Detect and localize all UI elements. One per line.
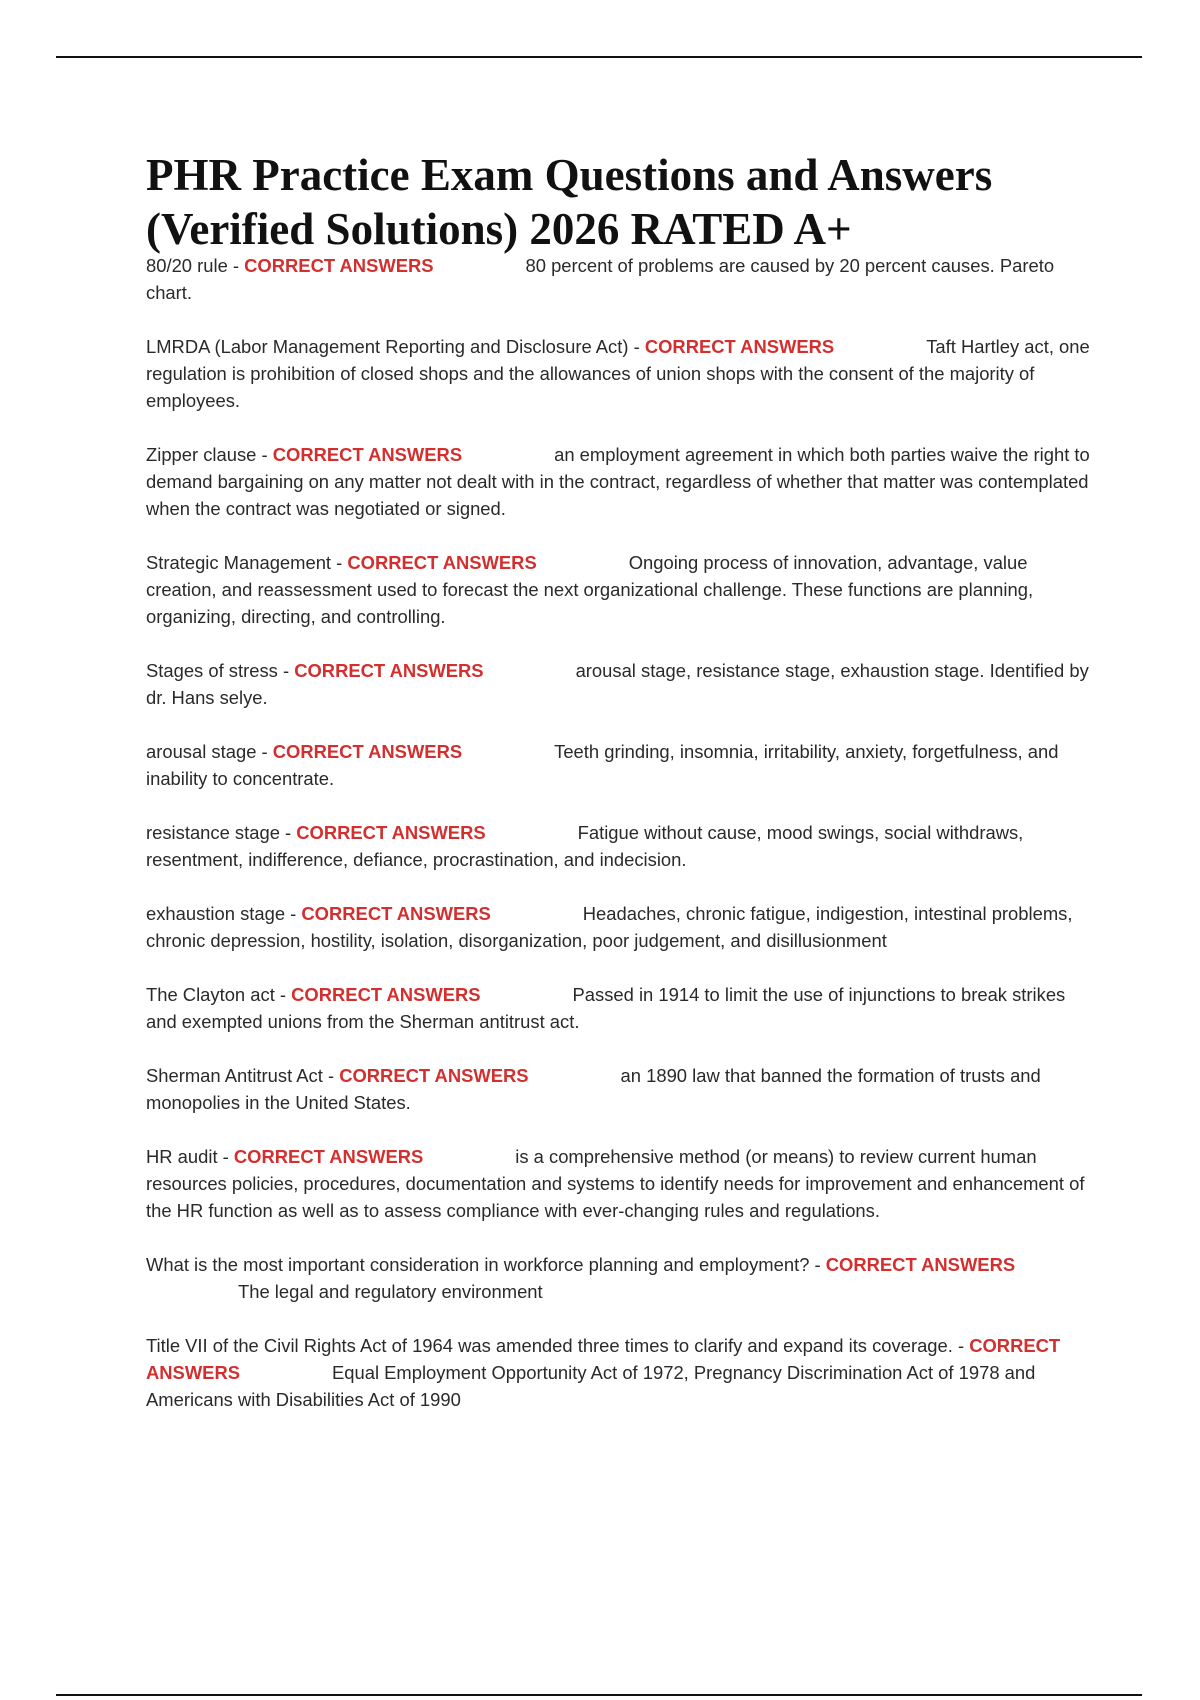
qa-separator: - — [952, 1335, 970, 1356]
qa-separator: - — [331, 552, 348, 573]
qa-separator: - — [322, 1065, 340, 1086]
correct-answers-tag: CORRECT ANSWERS — [244, 255, 434, 276]
correct-answers-tag: CORRECT ANSWERS — [301, 903, 491, 924]
page-bottom-rule — [56, 1694, 1142, 1696]
correct-answers-tag: CORRECT ANSWERS — [825, 1254, 1016, 1275]
qa-term: resistance stage — [146, 822, 280, 843]
qa-separator: - — [274, 984, 292, 1005]
qa-answer: is a comprehensive method (or means) to review current human resources policies, procedures, documentation and systems to identify needs for improvement and enhancement of the HR function as well as to assess compliance with ever-changing rules and regulations. — [146, 1146, 1085, 1221]
qa-term: Sherman Antitrust Act — [146, 1065, 323, 1086]
page-top-rule — [56, 56, 1142, 58]
qa-term: What is the most important consideration in workforce planning and employment? — [146, 1254, 810, 1275]
qa-separator: - — [628, 336, 645, 357]
qa-item — [146, 333, 1092, 414]
qa-item — [146, 1143, 1092, 1224]
correct-answers-tag: CORRECT ANSWERS — [347, 552, 537, 573]
document-title: PHR Practice Exam Questions and Answers (Verified Solutions) 2026 RATED A+ — [146, 150, 993, 254]
qa-term: The Clayton act — [146, 984, 275, 1005]
qa-answer: arousal stage, resistance stage, exhaustion stage. Identified by dr. Hans selye. — [146, 660, 1089, 708]
qa-item — [146, 441, 1092, 522]
correct-answers-tag: CORRECT ANSWERS — [272, 444, 463, 465]
correct-answers-tag: CORRECT ANSWERS — [291, 984, 481, 1005]
qa-term: HR audit — [146, 1146, 218, 1167]
qa-answer: an employment agreement in which both parties waive the right to demand bargaining on any matter not dealt with in the contract, regardless of whether that matter was contemplated when the contract was negotiated or signed. — [146, 444, 1090, 519]
qa-term: Stages of stress — [146, 660, 278, 681]
qa-separator: - — [217, 1146, 234, 1167]
qa-answer: Teeth grinding, insomnia, irritability, anxiety, forgetfulness, and inability to concentrate. — [146, 741, 1059, 789]
correct-answers-tag: CORRECT ANSWERS — [233, 1146, 424, 1167]
qa-item — [146, 981, 1092, 1035]
qa-separator: - — [279, 822, 297, 843]
correct-answers-tag: CORRECT ANSWERS — [294, 660, 484, 681]
qa-term: exhaustion stage — [146, 903, 286, 924]
qa-separator: - — [277, 660, 295, 681]
qa-item — [146, 1062, 1092, 1116]
correct-answers-tag: CORRECT ANSWERS — [272, 741, 463, 762]
qa-answer: Fatigue without cause, mood swings, social withdraws, resentment, indifference, defiance, procrastination, and indecision. — [146, 822, 1024, 870]
qa-answer: The legal and regulatory environment — [238, 1281, 543, 1302]
qa-item — [146, 657, 1092, 711]
qa-separator: - — [256, 741, 273, 762]
qa-item — [146, 738, 1092, 792]
qa-separator: - — [256, 444, 273, 465]
qa-separator: - — [227, 255, 245, 276]
document-body — [146, 148, 1092, 1440]
qa-term: Strategic Management — [146, 552, 332, 573]
correct-answers-tag: CORRECT ANSWERS — [339, 1065, 529, 1086]
qa-term: 80/20 rule — [146, 255, 228, 276]
qa-item — [146, 1332, 1092, 1413]
qa-item — [146, 819, 1092, 873]
qa-separator: - — [285, 903, 302, 924]
qa-item — [146, 549, 1092, 630]
correct-answers-tag: CORRECT ANSWERS — [146, 1335, 1061, 1383]
qa-answer: an 1890 law that banned the formation of trusts and monopolies in the United States. — [146, 1065, 1041, 1113]
qa-item — [146, 252, 1092, 306]
qa-answer: Headaches, chronic fatigue, indigestion, intestinal problems, chronic depression, hostility, isolation, disorganization, poor judgement, and disillusionment — [146, 903, 1073, 951]
correct-answers-tag: CORRECT ANSWERS — [644, 336, 835, 357]
qa-answer: Equal Employment Opportunity Act of 1972, Pregnancy Discrimination Act of 1978 and Americans with Disabilities Act of 1990 — [146, 1362, 1036, 1410]
qa-item — [146, 900, 1092, 954]
qa-item — [146, 1251, 1092, 1305]
qa-term: Title VII of the Civil Rights Act of 1964 was amended three times to clarify and expand its coverage. — [146, 1335, 953, 1356]
qa-answer: Ongoing process of innovation, advantage, value creation, and reassessment used to forecast the next organizational challenge. These functions are planning, organizing, directing, and controlling. — [146, 552, 1034, 627]
qa-term: LMRDA (Labor Management Reporting and Disclosure Act) — [146, 336, 629, 357]
qa-answer: Passed in 1914 to limit the use of injunctions to break strikes and exempted unions from the Sherman antitrust act. — [146, 984, 1066, 1032]
qa-separator: - — [809, 1254, 826, 1275]
qa-answer: Taft Hartley act, one regulation is prohibition of closed shops and the allowances of union shops with the consent of the majority of employees. — [146, 336, 1090, 411]
qa-answer: 80 percent of problems are caused by 20 percent causes. Pareto chart. — [146, 255, 1055, 303]
qa-list — [146, 252, 1092, 1413]
correct-answers-tag: CORRECT ANSWERS — [296, 822, 486, 843]
qa-term: Zipper clause — [146, 444, 257, 465]
qa-term: arousal stage — [146, 741, 257, 762]
